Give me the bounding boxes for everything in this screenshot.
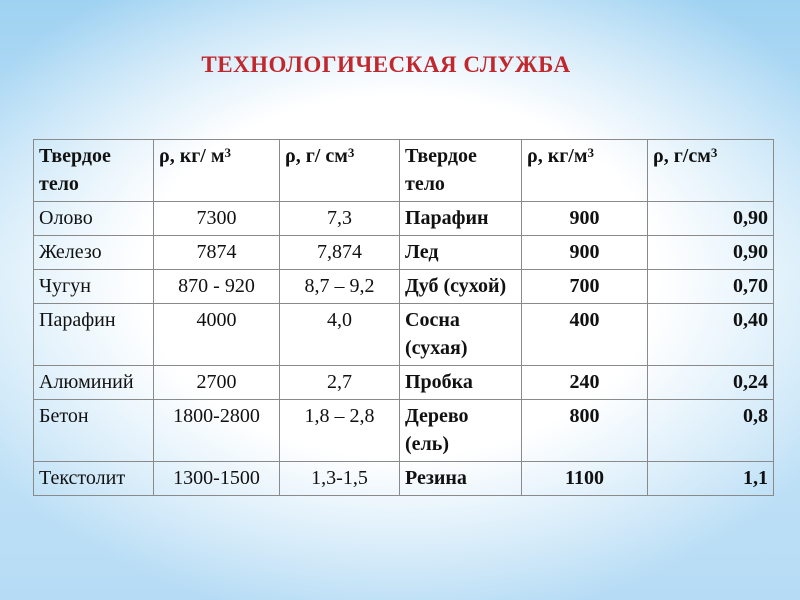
density-kg-value: 900 — [522, 202, 648, 236]
material-name: Железо — [34, 236, 154, 270]
density-kg-value: 1100 — [522, 462, 648, 496]
header-density-g-1 — [280, 140, 400, 202]
density-kg-value: 900 — [522, 236, 648, 270]
density-g-value: 0,90 — [648, 202, 774, 236]
table-row — [34, 462, 774, 496]
density-g-value: 4,0 — [280, 304, 400, 366]
material-name: Текстолит — [34, 462, 154, 496]
material-name: Алюминий — [34, 366, 154, 400]
header-label: ρ, кг/м — [527, 145, 588, 167]
material-name: Олово — [34, 202, 154, 236]
header-label: Твердое тело — [39, 145, 111, 195]
header-superscript: 3 — [224, 145, 231, 160]
material-name: Парафин — [34, 304, 154, 366]
header-density-g-2 — [648, 140, 774, 202]
density-g-value: 7,874 — [280, 236, 400, 270]
header-label: ρ, кг/ м — [159, 145, 225, 167]
density-g-value: 0,8 — [648, 400, 774, 462]
density-kg-value: 870 - 920 — [154, 270, 280, 304]
density-g-value: 1,3-1,5 — [280, 462, 400, 496]
density-kg-value: 1800-2800 — [154, 400, 280, 462]
density-g-value: 0,40 — [648, 304, 774, 366]
material-name: Лед — [400, 236, 522, 270]
density-g-value: 1,1 — [648, 462, 774, 496]
header-label: ρ, г/ см — [285, 145, 348, 167]
table-row — [34, 400, 774, 462]
table-row — [34, 366, 774, 400]
density-kg-value: 7874 — [154, 236, 280, 270]
table-row — [34, 202, 774, 236]
density-kg-value: 4000 — [154, 304, 280, 366]
density-g-value: 8,7 – 9,2 — [280, 270, 400, 304]
density-kg-value: 7300 — [154, 202, 280, 236]
table-row — [34, 236, 774, 270]
density-g-value: 2,7 — [280, 366, 400, 400]
material-name: Бетон — [34, 400, 154, 462]
density-kg-value: 2700 — [154, 366, 280, 400]
header-superscript: 3 — [587, 145, 594, 160]
density-kg-value: 400 — [522, 304, 648, 366]
header-density-kg-1 — [154, 140, 280, 202]
header-solid-2 — [400, 140, 522, 202]
header-superscript: 3 — [347, 145, 355, 160]
density-g-value: 0,90 — [648, 236, 774, 270]
header-solid-1 — [34, 140, 154, 202]
header-label: Твердое тело — [405, 145, 477, 195]
header-label: ρ, г/см — [653, 145, 711, 167]
density-kg-value: 240 — [522, 366, 648, 400]
density-g-value: 0,70 — [648, 270, 774, 304]
density-table — [33, 139, 774, 496]
density-g-value: 1,8 – 2,8 — [280, 400, 400, 462]
material-name: Резина — [400, 462, 522, 496]
material-name: Дуб (сухой) — [400, 270, 522, 304]
density-kg-value: 700 — [522, 270, 648, 304]
header-density-kg-2 — [522, 140, 648, 202]
table-row — [34, 304, 774, 366]
header-superscript: 3 — [710, 145, 718, 160]
table-row — [34, 270, 774, 304]
table-header-row — [34, 140, 774, 202]
material-name: Парафин — [400, 202, 522, 236]
density-g-value: 0,24 — [648, 366, 774, 400]
material-name: Пробка — [400, 366, 522, 400]
material-name: Дерево (ель) — [400, 400, 522, 462]
density-kg-value: 1300-1500 — [154, 462, 280, 496]
density-g-value: 7,3 — [280, 202, 400, 236]
material-name: Чугун — [34, 270, 154, 304]
density-kg-value: 800 — [522, 400, 648, 462]
material-name: Сосна (сухая) — [400, 304, 522, 366]
slide-title: ТЕХНОЛОГИЧЕСКАЯ СЛУЖБА — [201, 52, 571, 77]
